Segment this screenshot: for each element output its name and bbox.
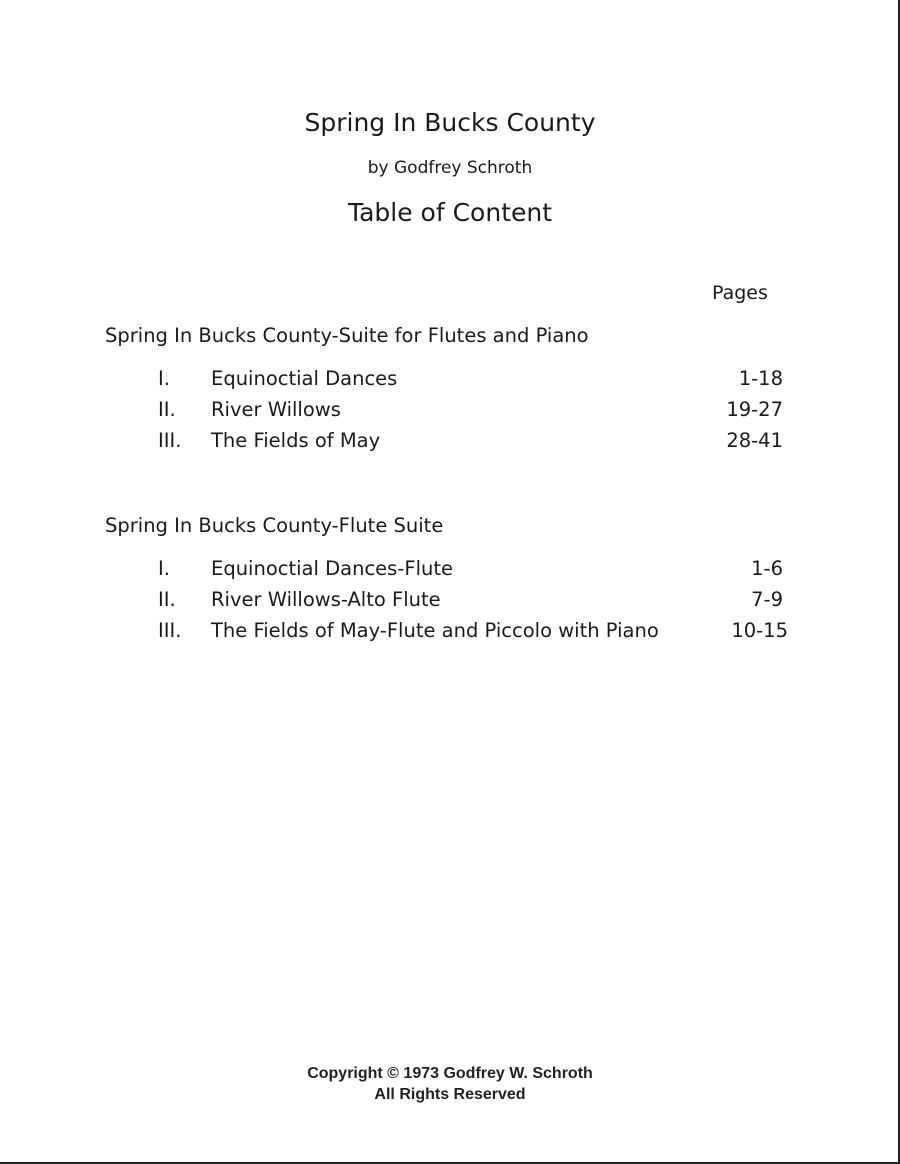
movement-numeral: II.	[158, 398, 176, 421]
movement-numeral: I.	[158, 557, 170, 580]
movement-title: The Fields of May	[211, 429, 381, 452]
movement-numeral: III.	[158, 429, 182, 452]
movement-pages: 19-27	[726, 398, 783, 421]
rights-reserved-line: All Rights Reserved	[374, 1086, 526, 1103]
movement-numeral: III.	[158, 619, 182, 642]
movement-title: The Fields of May-Flute and Piccolo with Piano	[211, 619, 659, 642]
document-title: Spring In Bucks County	[304, 108, 596, 137]
movement-pages: 1-18	[738, 367, 783, 390]
movement-numeral: I.	[158, 367, 170, 390]
movement-pages: 7-9	[751, 588, 783, 611]
movement-pages: 28-41	[726, 429, 783, 452]
movement-title: Equinoctial Dances-Flute	[211, 557, 453, 580]
toc-heading: Table of Content	[347, 198, 553, 227]
movement-numeral: II.	[158, 588, 176, 611]
pages-column-header: Pages	[712, 282, 768, 304]
copyright-notice	[0, 1063, 900, 1105]
author-byline: by Godfrey Schroth	[367, 158, 533, 178]
copyright-line: Copyright © 1973 Godfrey W. Schroth	[307, 1065, 593, 1082]
suite-title-2: Spring In Bucks County-Flute Suite	[105, 514, 444, 537]
movement-title: Equinoctial Dances	[211, 367, 398, 390]
suite-title-1: Spring In Bucks County-Suite for Flutes and Piano	[105, 324, 589, 347]
movement-title: River Willows	[211, 398, 341, 421]
movement-pages: 10-15	[731, 619, 788, 642]
movement-pages: 1-6	[751, 557, 783, 580]
movement-title: River Willows-Alto Flute	[211, 588, 441, 611]
